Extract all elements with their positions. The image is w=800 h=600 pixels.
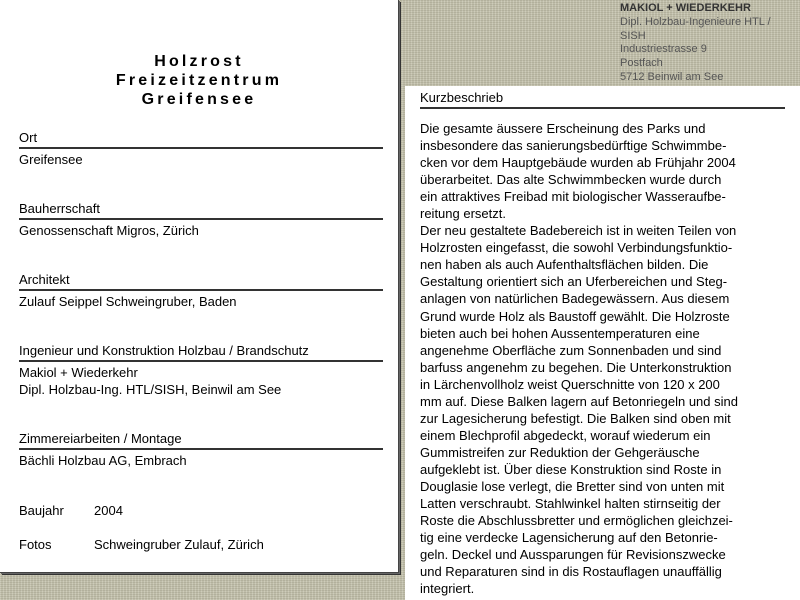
description-line: in Lärchenvollholz weist Querschnitte von 120 x 200 [420, 376, 720, 392]
description-line: nen haben als auch Aufenthaltsflächen bilden. Die [420, 257, 709, 273]
description-line: integriert. [420, 581, 475, 597]
address-line: SISH [620, 29, 646, 42]
baujahr-label: Baujahr [19, 503, 64, 518]
title-line: Greifensee [141, 91, 257, 108]
fotos-row [19, 537, 264, 552]
description-line: Holzrosten eingefasst, die sowohl Verbindungsfunktio- [420, 240, 733, 256]
field-value: Makiol + Wiederkehr [19, 365, 138, 380]
company-address [620, 2, 798, 99]
field-architekt [19, 272, 383, 309]
description-line: einem Blechprofil abgedeckt, worauf wiederum ein [420, 427, 711, 443]
description-line: angenehme Oberfläche zum Sonnenbaden und sind [420, 342, 722, 358]
description-line: überarbeitet. Das alte Schwimmbecken wurde durch [420, 172, 722, 188]
address-line: 5712 Beinwil am See [620, 70, 724, 83]
description-line: ein attraktives Freibad mit biologischer Wasseraufbe- [420, 189, 726, 205]
description-line: cken vor dem Hauptgebäude wurden ab Frühjahr 2004 [420, 155, 736, 171]
field-value: Genossenschaft Migros, Zürich [19, 223, 199, 238]
field-value: Bächli Holzbau AG, Embrach [19, 453, 187, 468]
description-line: tig eine verdecke Lagensicherung auf den Betonrie- [420, 530, 718, 546]
baujahr-value: 2004 [94, 503, 123, 518]
address-line: Postfach [620, 57, 663, 70]
field-value: Zulauf Seippel Schweingruber, Baden [19, 294, 237, 309]
fotos-value: Schweingruber Zulauf, Zürich [94, 537, 264, 552]
description-line: geln. Deckel und Aussparungen für Revisionszwecke [420, 547, 726, 563]
field-ort [19, 130, 383, 167]
field-value: Greifensee [19, 152, 83, 167]
fotos-label: Fotos [19, 537, 52, 552]
field-bauherrschaft [19, 201, 383, 238]
description-line: anlagen von natürlichen Badegewässern. Aus diesem [420, 291, 730, 307]
address-line: Dipl. Holzbau-Ingenieure HTL / [620, 15, 771, 28]
description-line: und Reparaturen sind in dis Rostauflagen unauffällig [420, 564, 722, 580]
field-ingenieur [19, 343, 383, 397]
description-line: Die gesamte äussere Erscheinung des Parks und [420, 121, 706, 136]
description-line: insbesondere das sanierungsbedürftige Schwimmbe- [420, 138, 727, 154]
description-line: barfuss angenehm zu begehen. Die Unterkonstruktion [420, 359, 732, 375]
description-line: zur Lagesicherung befestigt. Die Balken sind oben mit [420, 410, 731, 426]
field-label: Ort [19, 130, 383, 149]
description-line: mm auf. Diese Balken lagern auf Betonriegeln und sind [420, 393, 738, 409]
description-line: Gestaltung orientiert sich an Uferbereichen und Steg- [420, 274, 728, 290]
project-title [0, 52, 398, 109]
field-label: Architekt [19, 272, 383, 291]
description-body [420, 120, 790, 597]
baujahr-row [19, 503, 123, 518]
description-line: bieten auch bei hohen Aussentemperaturen eine [420, 325, 700, 341]
description-line: Der neu gestaltete Badebereich ist in weiten Teilen von [420, 223, 737, 239]
description-card [405, 86, 800, 600]
title-line: Freizeitzentrum [115, 72, 283, 89]
field-label: Bauherrschaft [19, 201, 383, 220]
description-line: Latten verschraubt. Stahlwinkel halten stirnseitig der [420, 496, 721, 512]
description-heading: Kurzbeschrieb [420, 90, 785, 109]
field-zimmereiarbeiten [19, 431, 383, 468]
field-value: Dipl. Holzbau-Ing. HTL/SISH, Beinwil am See [19, 382, 282, 397]
description-line: aufgeklebt ist. Über diese Konstruktion sind Roste in [420, 461, 722, 477]
description-line: reitung ersetzt. [420, 206, 506, 222]
address-line: Industriestrasse 9 [620, 43, 707, 56]
description-line: Roste die Abschlussbretter und ermöglichen gleichzei- [420, 513, 733, 529]
description-line: Gummistreifen zur Reduktion der Gehgeräusche [420, 444, 700, 460]
company-name: MAKIOL + WIEDERKEHR [620, 2, 751, 14]
title-line: Holzrost [154, 53, 244, 70]
field-label: Zimmereiarbeiten / Montage [19, 431, 383, 450]
project-info-card [0, 0, 399, 573]
description-line: Grund wurde Holz als Baustoff gewählt. Die Holzroste [420, 308, 730, 324]
field-label: Ingenieur und Konstruktion Holzbau / Brandschutz [19, 343, 383, 362]
description-line: Douglasie lose verlegt, die Bretter sind von unten mit [420, 478, 725, 494]
